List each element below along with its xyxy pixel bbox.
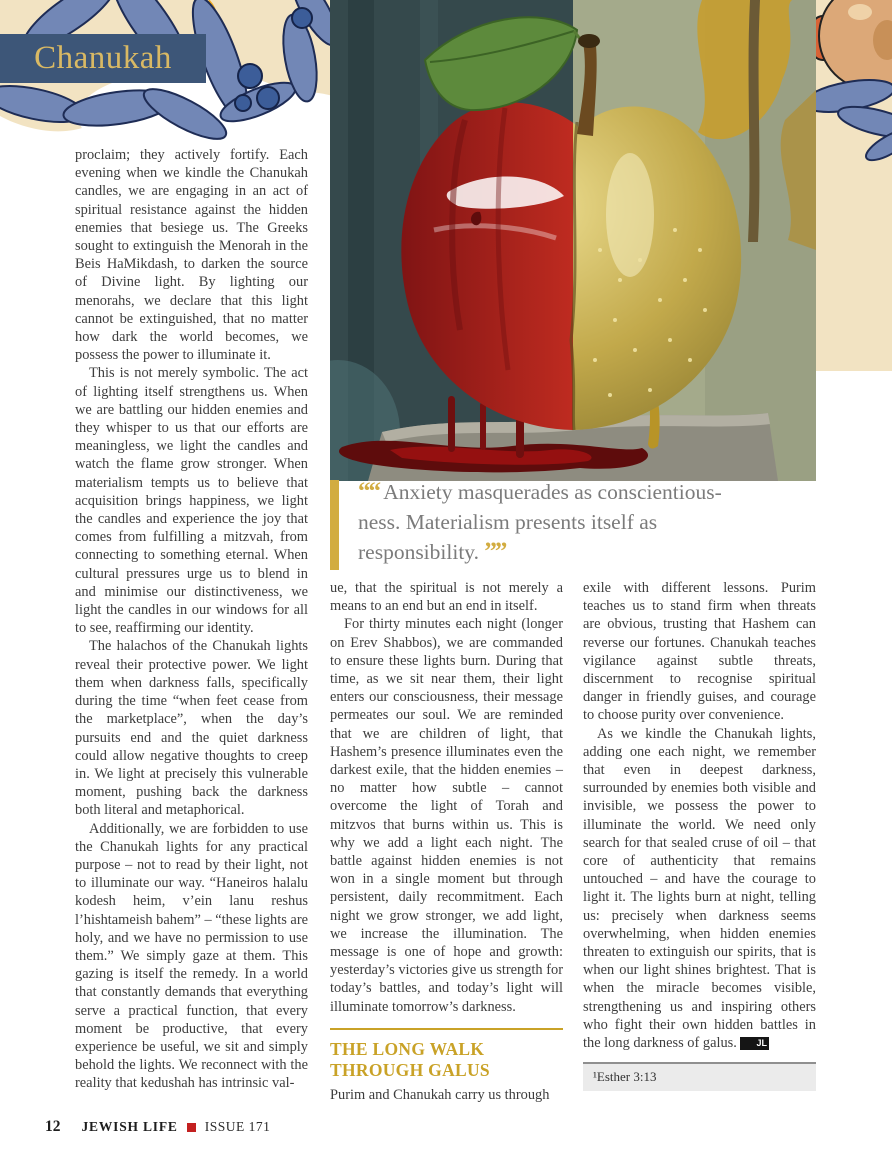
body-paragraph: For thirty minutes each night (longer on Erev Shabbos), we are commanded to ensure these lights burn. During that time, as we sit near them, their light enters our consciousness, their message permeates our soul. We are reminded that we are children of light, that Hashem’s presence illuminates even the darkest exile, that the hidden enemies – no matter how subtle – cannot overcome the light of Torah and mitzvos that burns within us. This is why we add a light each night. The battle against hidden enemies is not won in a single moment but through persistent, daily recommitment. Each night we grow stronger, we add light, we increase the illumination. The message is one of hope and growth: yesterday’s victories give us strength for today’s battles, and today’s light will illuminate tomorrow’s darkness.: [330, 616, 563, 1015]
section-divider: [330, 1028, 563, 1030]
body-paragraph: Purim and Chanukah carry us through: [330, 1086, 550, 1103]
footnote: [583, 1062, 816, 1091]
pull-quote-text: ““ Anxiety masquerades as conscientious- ness. Materialism presents itself as responsibility. ””: [358, 478, 722, 565]
page-title: Chanukah: [34, 40, 172, 76]
magazine-name: JEWISH LIFE: [81, 1119, 178, 1134]
article-category-banner: [0, 34, 206, 83]
body-paragraph: proclaim; they actively fortify. Each evening when we kindle the Chanukah candles, we are engaging in an act of spiritual resistance against the hidden enemies that besiege us. The Greeks sought to extinguish the Menorah in the Beis HaMikdash, to darken the source of Divine light. By lighting our menorahs, we declare that this light cannot be extinguished, that no matter how dark the world becomes, we possess the power to illuminate it.: [75, 147, 308, 364]
issue-number: ISSUE 171: [204, 1119, 271, 1134]
red-square-separator-icon: [187, 1123, 196, 1132]
body-paragraph: ue, that the spiritual is not merely a means to an end but an end in itself.: [330, 580, 563, 615]
body-paragraph: The halachos of the Chanukah lights reveal their protective power. We light them when darkness falls, specifically during the time “when feet cease from the marketplace”, when the day’s pursuits end and the quiet darkness could allow negative thoughts to creep in. We light at precisely this vulnerable moment, pushing back the darkness both literal and metaphorical.: [75, 638, 308, 819]
citrus-fruit-decoration: [815, 0, 892, 371]
body-paragraph: exile with different lessons. Purim teaches us to stand firm when threats are obvious, trusting that Hashem can reverse our fortunes. Chanukah teaches vigilance against subtle threats, discernment to recognise spiritual danger in friendly guises, and courage to choose purity over convenience.: [583, 580, 816, 724]
column-2-paragraphs: [330, 579, 563, 1016]
footnote-text: ¹Esther 3:13: [593, 1069, 657, 1085]
body-paragraph-last: As we kindle the Chanukah lights, adding one each night, we remember that even in deepest darkness, surrounded by enemies both visible and invisible, we possess the power to illuminate the world. We need only search for that sealed cruse of oil – that core of authenticity that remains untouched – and have the courage to light it. The lights burn at night, telling us: precisely when darkness seems overwhelming, when hidden enemies threaten to extinguish our spirits, that is when our light shines brightest. That is when the miracle becomes visible, strengthening us and inspiring others who fight their own hidden battles in the long darkness of galus. JL: [583, 725, 816, 1052]
open-quote-icon: ““: [358, 478, 379, 505]
body-paragraph: This is not merely symbolic. The act of lighting itself strengthens us. When we are battling our hidden enemies and they whisper to us that our efforts are meaningless, we light the candles and watch the flame grow stronger. When materialism tempts us to believe that acquisition brings happiness, we light the candles and experience the joy that comes from fulfilling a mitzvah, from connecting to something eternal. When cultural pressures urge us to blend in and minimise our distinctiveness, we light the candles in our windows for all to see, reaffirming our identity.: [75, 365, 308, 637]
end-mark-logo-icon: JL: [740, 1037, 769, 1050]
body-column-3: [583, 579, 816, 1091]
body-column-1: [75, 146, 308, 1093]
page-number: 12: [45, 1118, 61, 1135]
column-3-paragraphs: [583, 579, 816, 725]
close-quote-icon: ””: [484, 538, 506, 565]
body-column-2: [330, 579, 563, 1104]
split-apple-artwork-image: [330, 0, 816, 481]
pull-quote: [330, 477, 816, 567]
section-heading: THE LONG WALK THROUGH GALUS: [330, 1038, 490, 1080]
page-footer: [45, 1118, 270, 1136]
pull-quote-bar: [330, 480, 339, 570]
body-paragraph: Additionally, we are forbidden to use the Chanukah lights for any practical purpose – not to read by their light, not to illuminate our way. “Haneiros halalu kodesh heim, v’ein lanu reshus l’hishtameish bahem” – “these lights are holy, and we have no permission to use them.” We simply gaze at them. This gazing is itself the remedy. In a world that constantly demands that everything serve a practical function, that every moment be productive, that every experience be useful, we sit and simply behold the lights. We reconnect with the reality that kedushah has intrinsic val-: [75, 820, 308, 1092]
